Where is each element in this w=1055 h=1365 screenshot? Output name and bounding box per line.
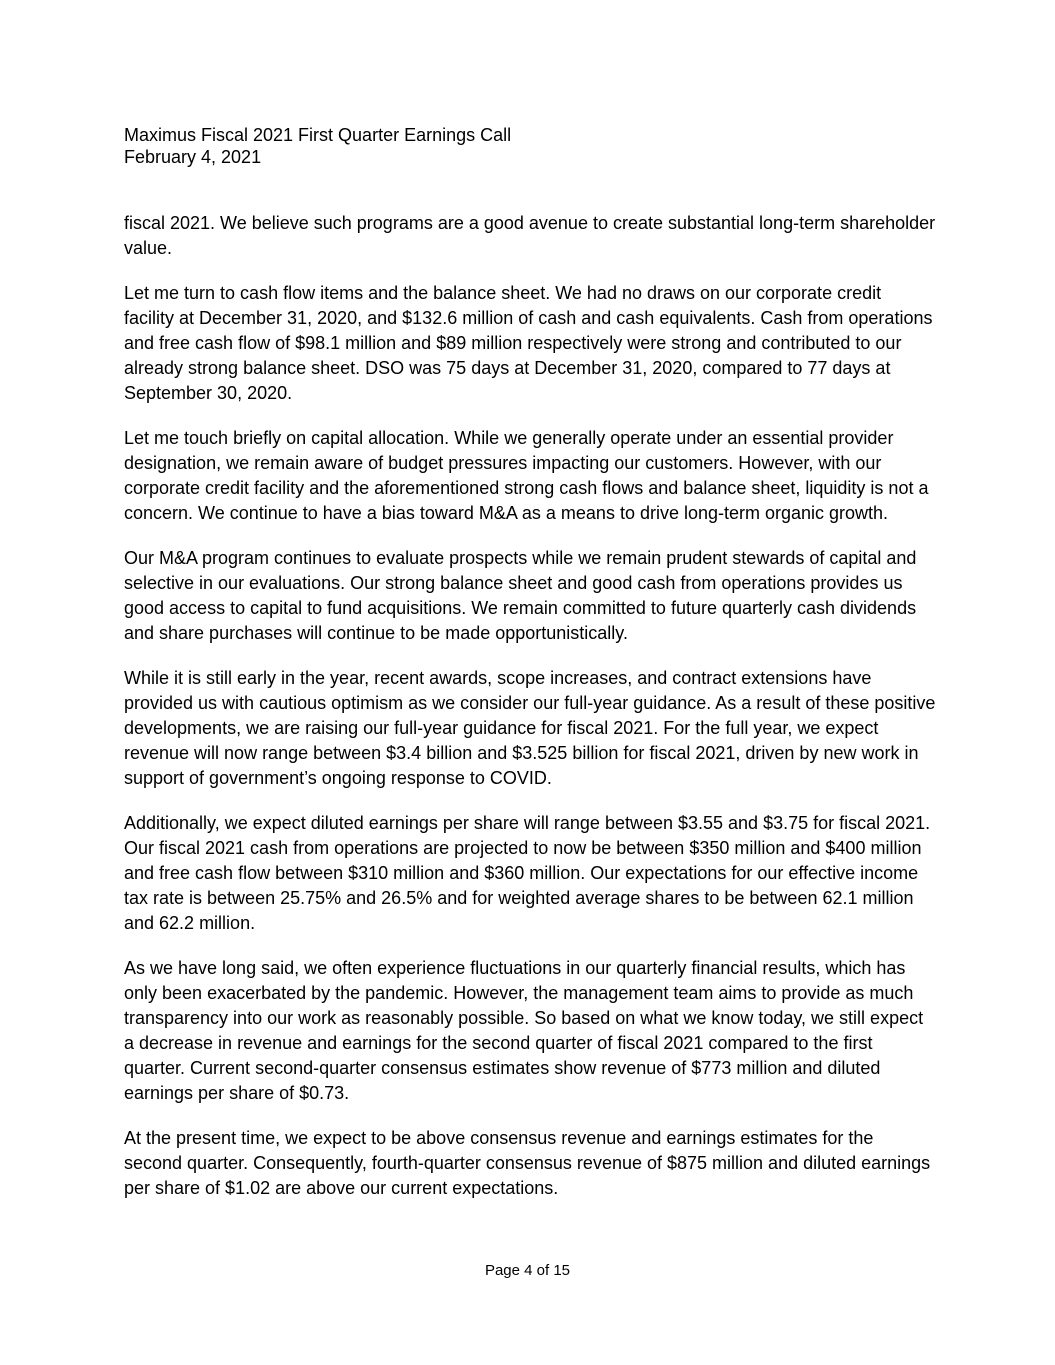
paragraph-4: Our M&A program continues to evaluate prospects while we remain prudent stewards of capital and selective in our evaluations. Our strong balance sheet and good cash from operations provides us good access to capital to fund acquisitions. We remain committed to future quarterly cash dividends and share purchases will continue to be made opportunistically. xyxy=(124,548,917,643)
paragraph-2: Let me turn to cash flow items and the balance sheet. We had no draws on our corporate credit facility at December 31, 2020, and $132.6 million of cash and cash equivalents. Cash from operations and free cash flow of $98.1 million and $89 million respectively were strong and contributed to our already strong balance sheet. DSO was 75 days at December 31, 2020, compared to 77 days at September 30, 2020. xyxy=(124,283,933,403)
document-header xyxy=(124,124,944,168)
paragraph-7: As we have long said, we often experience fluctuations in our quarterly financial results, which has only been exacerbated by the pandemic. However, the management team aims to provide as much transparency into our work as reasonably possible. So based on what we know today, we still expect a decrease in revenue and earnings for the second quarter of fiscal 2021 compared to the first quarter. Current second-quarter consensus estimates show revenue of $773 million and diluted earnings per share of $0.73. xyxy=(124,958,924,1103)
paragraph-5: While it is still early in the year, recent awards, scope increases, and contract extensions have provided us with cautious optimism as we consider our full-year guidance. As a result of these positive developments, we are raising our full-year guidance for fiscal 2021. For the full year, we expect revenue will now range between $3.4 billion and $3.525 billion for fiscal 2021, driven by new work in support of government’s ongoing response to COVID. xyxy=(124,668,936,788)
document-title: Maximus Fiscal 2021 First Quarter Earnings Call xyxy=(124,125,512,145)
page-number: Page 4 of 15 xyxy=(484,1262,571,1279)
document-body xyxy=(124,211,936,1221)
paragraph-8: At the present time, we expect to be above consensus revenue and earnings estimates for the second quarter. Consequently, fourth-quarter consensus revenue of $875 million and diluted earnings per share of $1.02 are above our current expectations. xyxy=(124,1128,931,1198)
paragraph-3: Let me touch briefly on capital allocation. While we generally operate under an essential provider designation, we remain aware of budget pressures impacting our customers. However, with our corporate credit facility and the aforementioned strong cash flows and balance sheet, liquidity is not a concern. We continue to have a bias toward M&A as a means to drive long-term organic growth. xyxy=(124,428,929,523)
document-date: February 4, 2021 xyxy=(124,147,262,167)
paragraph-1: fiscal 2021. We believe such programs are a good avenue to create substantial long-term shareholder value. xyxy=(124,213,936,258)
paragraph-6: Additionally, we expect diluted earnings per share will range between $3.55 and $3.75 for fiscal 2021. Our fiscal 2021 cash from operations are projected to now be between $350 million and $400 million and free cash flow between $310 million and $360 million. Our expectations for our effective income tax rate is between 25.75% and 26.5% and for weighted average shares to be between 62.1 million and 62.2 million. xyxy=(124,813,931,933)
